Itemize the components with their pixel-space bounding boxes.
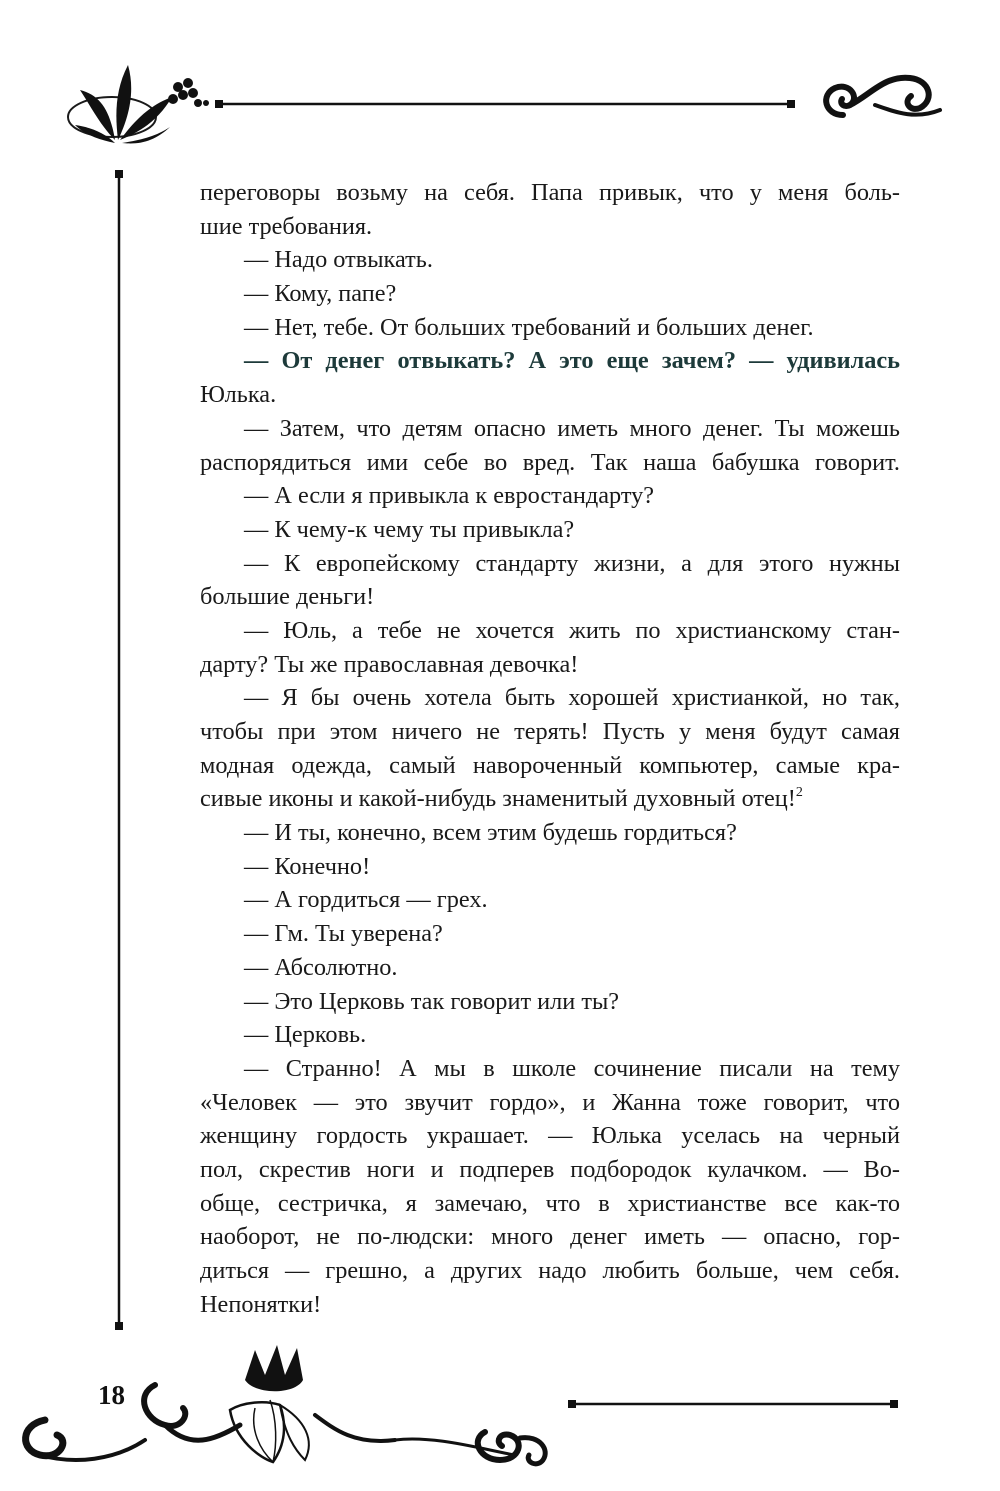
text-line [200, 513, 900, 547]
text-line-content: «Человек — это звучит гордо», и Жанна тоже говорит, что [200, 1088, 900, 1116]
text-line [200, 614, 900, 648]
text-line [200, 883, 900, 917]
text-line-content: — Странно! А мы в школе сочинение писали на тему [244, 1054, 900, 1082]
top-rule-divider [215, 98, 795, 110]
text-line [200, 850, 900, 884]
text-line [200, 210, 900, 244]
text-line [200, 1153, 900, 1187]
text-line [200, 446, 900, 480]
text-line-content: распорядиться ими себе во вред. Так наша бабушка говорит. [200, 448, 900, 476]
text-line [200, 547, 900, 581]
text-line-content: женщину гордость украшает. — Юлька уселась на черный [200, 1122, 900, 1150]
text-line-content: — Абсолютно. [244, 953, 398, 981]
text-line-content: — Надо отвыкать. [244, 246, 433, 274]
text-line [200, 412, 900, 446]
text-line [200, 243, 900, 277]
text-line [200, 951, 900, 985]
text-line-content: обще, сестричка, я замечаю, что в христианстве все как-то [200, 1189, 900, 1217]
text-line [200, 344, 900, 378]
text-line-content: — Затем, что детям опасно иметь много денег. Ты можешь [244, 414, 900, 442]
text-line-content: — Кому, папе? [244, 280, 397, 308]
text-line-content: Юлька. [200, 381, 277, 409]
text-line-content: — От денег отвыкать? А это еще зачем? — удивилась [244, 347, 900, 375]
text-line [200, 917, 900, 951]
text-line-content: — Церковь. [244, 1021, 367, 1049]
flower-swirl-ornament-icon [15, 1340, 555, 1475]
text-line [200, 580, 900, 614]
curl-ornament-icon [815, 60, 945, 130]
text-line [200, 681, 900, 715]
text-line [200, 1018, 900, 1052]
text-line [200, 311, 900, 345]
text-line [200, 985, 900, 1019]
text-line-content: — А если я привыкла к евростандарту? [244, 482, 655, 510]
text-line-content: дарту? Ты же православная девочка! [200, 650, 579, 678]
page-number: 18 [98, 1380, 125, 1410]
text-line-content: — Нет, тебе. От больших требований и больших денег. [244, 313, 814, 341]
text-line [200, 749, 900, 783]
text-line-content: сивые иконы и какой-нибудь знаменитый духовный отец! [200, 785, 796, 813]
text-line-content: Непонятки! [200, 1290, 322, 1318]
text-line-content: — А гордиться — грех. [244, 886, 488, 914]
text-line-content: переговоры возьму на себя. Папа привык, что у меня боль- [200, 179, 900, 206]
leaf-berry-ornament-icon [60, 55, 210, 155]
text-line [200, 378, 900, 412]
text-line [200, 1254, 900, 1288]
text-line [200, 782, 900, 816]
text-line [200, 1119, 900, 1153]
text-line-content: — К чему-к чему ты привыкла? [244, 515, 575, 543]
text-line-content: модная одежда, самый навороченный компьютер, самые кра- [200, 751, 900, 779]
text-line [200, 816, 900, 850]
text-line [200, 648, 900, 682]
text-line-content: — Это Церковь так говорит или ты? [244, 987, 620, 1015]
text-line [200, 1220, 900, 1254]
text-line [200, 176, 900, 210]
text-line-content: диться — грешно, а других надо любить больше, чем себя. [200, 1257, 900, 1284]
text-line [200, 479, 900, 513]
side-rule-divider [112, 170, 126, 1330]
text-line-content: — К европейскому стандарту жизни, а для этого нужны [244, 549, 900, 577]
body-text [200, 176, 900, 1321]
footnote-marker: 2 [795, 785, 803, 801]
text-line [200, 1288, 900, 1322]
text-line-content: — Я бы очень хотела быть хорошей христианкой, но так, [244, 684, 900, 712]
text-line [200, 1052, 900, 1086]
text-line-content: — И ты, конечно, всем этим будешь гордиться? [244, 819, 737, 847]
text-line-content: шие требования. [200, 212, 373, 240]
text-line [200, 1086, 900, 1120]
bottom-rule-divider [568, 1398, 898, 1410]
text-line-content: чтобы при этом ничего не терять! Пусть у меня будут самая [200, 718, 900, 745]
text-line [200, 277, 900, 311]
text-line [200, 1187, 900, 1221]
text-line-content: пол, скрестив ноги и подперев подбородок кулачком. — Во- [200, 1155, 900, 1183]
text-line-content: — Юль, а тебе не хочется жить по христианскому стан- [244, 616, 900, 644]
text-line-content: наоборот, не по-людски: много денег иметь — опасно, гор- [200, 1223, 900, 1251]
text-line [200, 715, 900, 749]
text-line-content: — Гм. Ты уверена? [244, 920, 443, 948]
text-line-content: — Конечно! [244, 852, 371, 880]
text-line-content: большие деньги! [200, 583, 375, 611]
